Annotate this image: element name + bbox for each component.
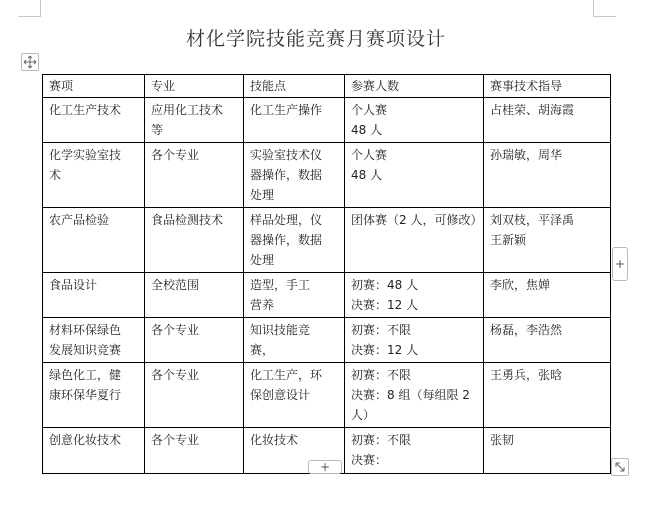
cell-text-line: 各个专业 [151,368,200,382]
table-cell[interactable] [484,143,611,208]
competition-table [42,74,611,474]
cell-text-line: 初赛：不限 [351,433,412,447]
table-cell[interactable] [484,273,611,318]
cell-text-line: 化工生产技术 [49,103,122,117]
table-cell[interactable] [43,208,145,273]
table-cell[interactable] [345,428,484,474]
table-cell[interactable] [43,363,145,428]
table-resize-handle[interactable] [611,458,629,476]
cell-text-line: 个人赛 [351,103,388,117]
cell-text-line: 各个专业 [151,433,200,447]
cell-text-line: 赛， [250,343,275,357]
table-cell[interactable] [484,428,611,474]
table-cell[interactable] [145,98,244,143]
cell-text-line: 食品检测技术 [151,213,224,227]
cell-text-line: 决赛：12 人 [351,298,419,312]
table-cell[interactable] [244,318,345,363]
table-cell[interactable] [345,143,484,208]
cell-text-line: 器操作，数据 [250,168,323,182]
column-header: 参赛人数 [345,75,484,98]
table-cell[interactable] [145,143,244,208]
table-cell[interactable] [43,428,145,474]
cell-text-line: 化工生产操作 [250,103,323,117]
cell-text-line: 48 人 [351,123,383,137]
table-cell[interactable] [145,273,244,318]
cell-text-line: 张韧 [490,433,515,447]
page-corner-marker-left [18,0,41,17]
table-cell[interactable] [244,363,345,428]
table-cell[interactable] [43,98,145,143]
table-row [43,143,611,208]
table-cell[interactable] [345,273,484,318]
move-icon [23,55,37,69]
table-cell[interactable] [244,208,345,273]
table-row [43,98,611,143]
table-cell[interactable] [43,273,145,318]
cell-text-line: 决赛：8 组（每组限 2 [351,388,470,402]
table-cell[interactable] [345,208,484,273]
table-cell[interactable] [484,208,611,273]
cell-text-line: 团体赛（2 人，可修改） [351,213,483,227]
column-header: 技能点 [244,75,345,98]
column-header: 赛事技术指导 [484,75,611,98]
plus-icon: + [319,460,331,474]
cell-text-line: 王勇兵，张晗 [490,368,563,382]
cell-text-line: 杨磊，李浩然 [490,323,563,337]
cell-text-line: 王新颖 [490,233,527,247]
cell-text-line: 化妆技术 [250,433,299,447]
column-header: 赛项 [43,75,145,98]
add-row-button[interactable] [308,460,342,474]
table-cell[interactable] [145,428,244,474]
table-row [43,208,611,273]
table-cell[interactable] [484,363,611,428]
cell-text-line: 应用化工技术 [151,103,224,117]
cell-text-line: 器操作，数据 [250,233,323,247]
cell-text-line: 康环保华夏行 [49,388,122,402]
cell-text-line: 创意化妆技术 [49,433,122,447]
table-cell[interactable] [345,318,484,363]
page-corner-marker-right [593,0,616,17]
cell-text-line: 绿色化工，健 [49,368,122,382]
table-body [43,98,611,474]
resize-icon [614,461,626,473]
cell-text-line: 孙瑞敏，周华 [490,148,563,162]
cell-text-line: 保创意设计 [250,388,311,402]
cell-text-line: 人） [351,408,376,422]
table-cell[interactable] [244,98,345,143]
table-cell[interactable] [345,363,484,428]
cell-text-line: 术 [49,168,62,182]
table-cell[interactable] [43,318,145,363]
table-move-handle[interactable] [21,53,39,71]
table-cell[interactable] [43,143,145,208]
cell-text-line: 全校范围 [151,278,200,292]
cell-text-line: 各个专业 [151,323,200,337]
table-cell[interactable] [145,363,244,428]
table-row [43,273,611,318]
column-header: 专业 [145,75,244,98]
table-cell[interactable] [244,143,345,208]
cell-text-line: 李欣，焦婵 [490,278,551,292]
table-row [43,363,611,428]
cell-text-line: 决赛：12 人 [351,343,419,357]
cell-text-line: 材料环保绿色 [49,323,122,337]
table-cell[interactable] [484,98,611,143]
cell-text-line: 处理 [250,188,275,202]
cell-text-line: 造型，手工 [250,278,311,292]
cell-text-line: 样品处理，仪 [250,213,323,227]
cell-text-line: 等 [151,123,164,137]
document-title: 材化学院技能竞赛月赛项设计 [185,28,446,50]
table-cell[interactable] [244,273,345,318]
cell-text-line: 化学实验室技 [49,148,122,162]
cell-text-line: 初赛：不限 [351,368,412,382]
table-cell[interactable] [484,318,611,363]
cell-text-line: 化工生产，环 [250,368,323,382]
table-cell[interactable] [145,208,244,273]
cell-text-line: 刘双枝，平泽禹 [490,213,575,227]
cell-text-line: 初赛：不限 [351,323,412,337]
cell-text-line: 个人赛 [351,148,388,162]
plus-icon: + [614,257,626,271]
cell-text-line: 占桂荣、胡海霞 [490,103,575,117]
cell-text-line: 食品设计 [49,278,98,292]
table-cell[interactable] [345,98,484,143]
cell-text-line: 农产品检验 [49,213,110,227]
cell-text-line: 初赛：48 人 [351,278,419,292]
table-row [43,318,611,363]
cell-text-line: 48 人 [351,168,383,182]
cell-text-line: 处理 [250,253,275,267]
cell-text-line: 各个专业 [151,148,200,162]
table-header-row [43,75,611,98]
cell-text-line: 发展知识竞赛 [49,343,122,357]
cell-text-line: 知识技能竞 [250,323,311,337]
add-column-button[interactable] [612,247,628,281]
table-cell[interactable] [145,318,244,363]
cell-text-line: 营养 [250,298,275,312]
cell-text-line: 实验室技术仪 [250,148,323,162]
cell-text-line: 决赛： [351,453,388,467]
